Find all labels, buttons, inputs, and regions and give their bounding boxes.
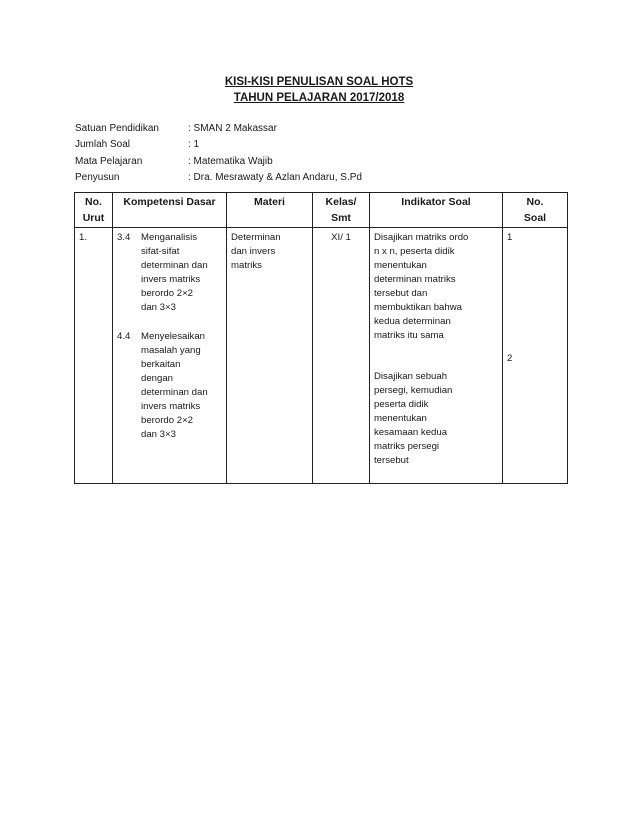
cell-indikator-soal	[370, 228, 503, 484]
cell-no-soal	[503, 228, 568, 484]
info-label: Penyusun	[75, 171, 120, 183]
header-indikator-soal: Indikator Soal	[370, 193, 503, 228]
kd-text: Menganalisis sifat-sifat determinan dan invers matriks berordo 2×2 dan 3×3	[141, 232, 208, 313]
indikator-2: Disajikan sebuah persegi, kemudian peserta didik menentukan kesamaan kedua matriks persegi tersebut	[374, 371, 453, 466]
document-title-block	[0, 74, 638, 106]
info-row-satuan	[75, 121, 362, 137]
table-header-row	[75, 193, 568, 228]
kd-item-3-4	[117, 231, 222, 315]
soal-number-2: 2	[507, 353, 513, 364]
header-no-urut: No. Urut	[75, 193, 113, 228]
info-row-jumlah	[75, 137, 362, 153]
cell-no-urut: 1.	[75, 228, 113, 484]
kd-number: 4.4	[117, 331, 131, 342]
cell-materi: Determinan dan invers matriks	[227, 228, 313, 484]
cell-kompetensi-dasar	[113, 228, 227, 484]
indikator-1: Disajikan matriks ordo n x n, peserta didik menentukan determinan matriks tersebut dan membuktikan bahwa kedua determinan matriks itu sama	[374, 232, 469, 341]
header-materi: Materi	[227, 193, 313, 228]
info-value: : 1	[188, 139, 200, 151]
info-label: Mata Pelajaran	[75, 155, 143, 167]
header-kompetensi-dasar: Kompetensi Dasar	[113, 193, 227, 228]
identity-info	[75, 121, 362, 186]
info-value: : Dra. Mesrawaty & Azlan Andaru, S.Pd	[188, 171, 362, 183]
header-no-soal: No. Soal	[503, 193, 568, 228]
cell-kelas-smt: XI/ 1	[313, 228, 370, 484]
document-subtitle: TAHUN PELAJARAN 2017/2018	[233, 92, 405, 104]
info-label: Satuan Pendidikan	[75, 123, 159, 134]
kd-number: 3.4	[117, 232, 131, 243]
soal-number-1: 1	[507, 232, 513, 243]
info-value: : SMAN 2 Makassar	[188, 123, 277, 134]
info-label: Jumlah Soal	[75, 139, 131, 151]
header-kelas-smt: Kelas/ Smt	[313, 193, 370, 228]
info-value: : Matematika Wajib	[188, 155, 273, 167]
kd-item-4-4	[117, 330, 222, 442]
info-row-mapel	[75, 154, 362, 170]
table-row	[75, 228, 568, 484]
document-title: KISI-KISI PENULISAN SOAL HOTS	[224, 76, 414, 88]
info-row-penyusun	[75, 170, 362, 186]
kd-text: Menyelesaikan masalah yang berkaitan dengan determinan dan invers matriks berordo 2×2 dan 3×3	[141, 331, 208, 440]
kisi-kisi-table	[74, 192, 568, 484]
